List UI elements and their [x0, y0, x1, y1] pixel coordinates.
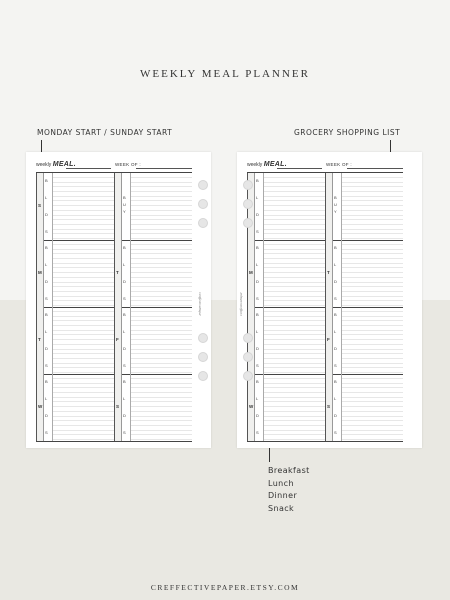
column-divider: [325, 307, 326, 374]
column-divider: [130, 173, 131, 240]
column-divider: [36, 374, 37, 441]
meal-letter: S: [123, 430, 126, 435]
week-of-line: [136, 168, 192, 169]
writing-lines: [263, 173, 325, 240]
day-letter: T: [116, 270, 119, 275]
day-cell: [247, 173, 325, 240]
column-divider: [263, 240, 264, 307]
column-divider: [36, 173, 37, 240]
buy-letter: Y: [123, 209, 126, 214]
day-letter: F: [116, 337, 119, 342]
buy-letter: B: [334, 195, 337, 200]
planner-page-right: [237, 152, 422, 448]
day-cell: [114, 374, 192, 441]
column-divider: [130, 240, 131, 307]
column-divider: [332, 173, 333, 240]
day-cell: [36, 173, 114, 240]
meal-letter: D: [45, 212, 48, 217]
meal-letter: L: [256, 329, 259, 334]
writing-lines: [130, 173, 192, 240]
column-divider: [52, 240, 53, 307]
callout-grocery-list: GROCERY SHOPPING LIST: [294, 128, 401, 137]
meal-letter: D: [45, 279, 48, 284]
binder-hole: [198, 180, 208, 190]
day-row: [247, 173, 403, 240]
writing-lines: [130, 374, 192, 441]
column-divider: [332, 374, 333, 441]
header-underline: [66, 168, 111, 169]
binder-hole: [243, 352, 253, 362]
meal-letter: L: [45, 195, 48, 200]
writing-lines: [130, 240, 192, 307]
buy-letter: U: [123, 202, 126, 207]
meal-letter: D: [123, 279, 126, 284]
week-of-line: [347, 168, 403, 169]
meal-letter: B: [256, 379, 259, 384]
column-divider: [52, 374, 53, 441]
day-letter: S: [327, 404, 331, 409]
meal-letter: S: [334, 296, 337, 301]
meal-letter: B: [256, 312, 259, 317]
week-of-label: WEEK OF :: [115, 162, 141, 167]
day-letter: S: [38, 203, 42, 208]
meal-letter: L: [256, 262, 259, 267]
header-meal: MEAL.: [52, 161, 76, 168]
meal-letter: B: [334, 312, 337, 317]
day-strip: [325, 173, 332, 240]
column-divider: [254, 307, 255, 374]
meal-letter: S: [256, 296, 259, 301]
column-divider: [43, 307, 44, 374]
column-divider: [43, 240, 44, 307]
meal-letter: L: [334, 396, 337, 401]
meal-letter: L: [334, 262, 337, 267]
meal-legend: [268, 465, 310, 515]
writing-lines: [263, 307, 325, 374]
day-cell: [114, 173, 192, 240]
page-header: [36, 161, 76, 168]
day-cell: [247, 374, 325, 441]
binder-hole: [198, 371, 208, 381]
writing-lines: [341, 240, 403, 307]
writing-lines: [341, 374, 403, 441]
column-divider: [341, 173, 342, 240]
meal-letter: S: [334, 363, 337, 368]
column-divider: [43, 374, 44, 441]
meal-letter: S: [123, 296, 126, 301]
day-letter: M: [38, 270, 42, 275]
meal-letter: L: [123, 262, 126, 267]
column-divider: [114, 374, 115, 441]
legend-breakfast: Breakfast: [268, 466, 310, 475]
binder-hole: [198, 333, 208, 343]
column-divider: [325, 240, 326, 307]
column-divider: [121, 374, 122, 441]
writing-lines: [263, 240, 325, 307]
brand-vertical: CreffectivePaper: [197, 292, 202, 316]
meal-letter: S: [45, 296, 48, 301]
column-divider: [121, 173, 122, 240]
day-letter: T: [327, 270, 330, 275]
day-cell: [36, 374, 114, 441]
meal-letter: D: [334, 413, 337, 418]
column-divider: [121, 307, 122, 374]
day-letter: T: [38, 337, 41, 342]
column-divider: [36, 240, 37, 307]
buy-letter: B: [123, 195, 126, 200]
meal-letter: B: [45, 312, 48, 317]
meal-letter: S: [45, 229, 48, 234]
meal-letter: B: [123, 312, 126, 317]
day-cell: [36, 240, 114, 307]
day-cell: [36, 307, 114, 374]
meal-letter: L: [45, 329, 48, 334]
meal-letter: B: [334, 245, 337, 250]
meal-letter: S: [256, 430, 259, 435]
column-divider: [263, 173, 264, 240]
column-divider: [341, 307, 342, 374]
column-divider: [325, 374, 326, 441]
meal-letter: B: [256, 178, 259, 183]
meal-grid: [36, 172, 192, 442]
meal-letter: D: [123, 413, 126, 418]
writing-lines: [341, 173, 403, 240]
day-letter: W: [38, 404, 43, 409]
meal-letter: D: [256, 413, 259, 418]
column-divider: [114, 307, 115, 374]
column-divider: [247, 240, 248, 307]
writing-lines: [52, 173, 114, 240]
buy-letter: U: [334, 202, 337, 207]
meal-letter: L: [256, 396, 259, 401]
day-cell: [325, 374, 403, 441]
day-cell: [325, 173, 403, 240]
meal-letter: B: [123, 245, 126, 250]
column-divider: [341, 374, 342, 441]
writing-lines: [52, 307, 114, 374]
column-divider: [52, 307, 53, 374]
meal-letter: D: [256, 346, 259, 351]
meal-letter: S: [45, 430, 48, 435]
column-divider: [341, 240, 342, 307]
column-divider: [254, 240, 255, 307]
header-underline: [277, 168, 322, 169]
page-header: [247, 161, 287, 168]
day-cell: [114, 307, 192, 374]
day-cell: [325, 240, 403, 307]
meal-letter: B: [123, 379, 126, 384]
meal-letter: L: [45, 262, 48, 267]
meal-letter: S: [256, 229, 259, 234]
writing-lines: [263, 374, 325, 441]
binder-hole: [243, 199, 253, 209]
meal-letter: S: [123, 363, 126, 368]
meal-letter: D: [256, 279, 259, 284]
column-divider: [254, 173, 255, 240]
brand-vertical: CreffectivePaper: [238, 292, 243, 316]
day-row: [247, 307, 403, 374]
meal-letter: D: [256, 212, 259, 217]
writing-lines: [341, 307, 403, 374]
meal-letter: D: [334, 279, 337, 284]
day-cell: [114, 240, 192, 307]
week-of-label: WEEK OF :: [326, 162, 352, 167]
meal-letter: L: [123, 396, 126, 401]
callout-start-day: MONDAY START / SUNDAY START: [37, 128, 173, 137]
day-row: [247, 240, 403, 307]
meal-grid: [247, 172, 403, 442]
writing-lines: [130, 307, 192, 374]
footer-url: CREFFECTIVEPAPER.ETSY.COM: [150, 583, 300, 592]
page-title: WEEKLY MEAL PLANNER: [140, 68, 310, 80]
meal-letter: L: [123, 329, 126, 334]
day-letter: M: [249, 270, 253, 275]
day-letter: S: [116, 404, 120, 409]
column-divider: [332, 240, 333, 307]
column-divider: [52, 173, 53, 240]
meal-letter: L: [334, 329, 337, 334]
planner-page-left: [26, 152, 211, 448]
meal-letter: D: [334, 346, 337, 351]
day-row: [36, 240, 192, 307]
column-divider: [36, 307, 37, 374]
column-divider: [114, 240, 115, 307]
binder-hole: [198, 218, 208, 228]
binder-hole: [243, 371, 253, 381]
day-cell: [247, 307, 325, 374]
header-weekly: weekly: [36, 162, 52, 168]
day-cell: [247, 240, 325, 307]
day-cell: [325, 307, 403, 374]
header-meal: MEAL.: [263, 161, 287, 168]
meal-letter: B: [334, 379, 337, 384]
legend-lunch: Lunch: [268, 478, 294, 488]
day-row: [247, 374, 403, 441]
binder-hole: [198, 352, 208, 362]
writing-lines: [52, 374, 114, 441]
binder-hole: [198, 199, 208, 209]
column-divider: [130, 307, 131, 374]
meal-letter: D: [123, 346, 126, 351]
meal-letter: B: [45, 379, 48, 384]
column-divider: [263, 307, 264, 374]
column-divider: [130, 374, 131, 441]
meal-letter: S: [45, 363, 48, 368]
column-divider: [121, 240, 122, 307]
buy-letter: Y: [334, 209, 337, 214]
column-divider: [114, 173, 115, 240]
day-letter: W: [249, 404, 254, 409]
binder-hole: [243, 333, 253, 343]
column-divider: [325, 173, 326, 240]
day-row: [36, 374, 192, 441]
day-row: [36, 307, 192, 374]
day-strip: [114, 173, 121, 240]
day-row: [36, 173, 192, 240]
meal-letter: B: [45, 245, 48, 250]
column-divider: [254, 374, 255, 441]
binder-hole: [243, 218, 253, 228]
day-letter: F: [327, 337, 330, 342]
legend-snack: Snack: [268, 503, 295, 513]
meal-letter: D: [45, 346, 48, 351]
meal-letter: S: [334, 430, 337, 435]
writing-lines: [52, 240, 114, 307]
meal-letter: S: [256, 363, 259, 368]
meal-letter: D: [45, 413, 48, 418]
meal-letter: L: [45, 396, 48, 401]
column-divider: [43, 173, 44, 240]
meal-letter: B: [256, 245, 259, 250]
header-weekly: weekly: [247, 162, 263, 168]
meal-letter: B: [45, 178, 48, 183]
column-divider: [247, 374, 248, 441]
meal-letter: L: [256, 195, 259, 200]
column-divider: [332, 307, 333, 374]
binder-hole: [243, 180, 253, 190]
column-divider: [263, 374, 264, 441]
legend-dinner: Dinner: [268, 491, 298, 500]
